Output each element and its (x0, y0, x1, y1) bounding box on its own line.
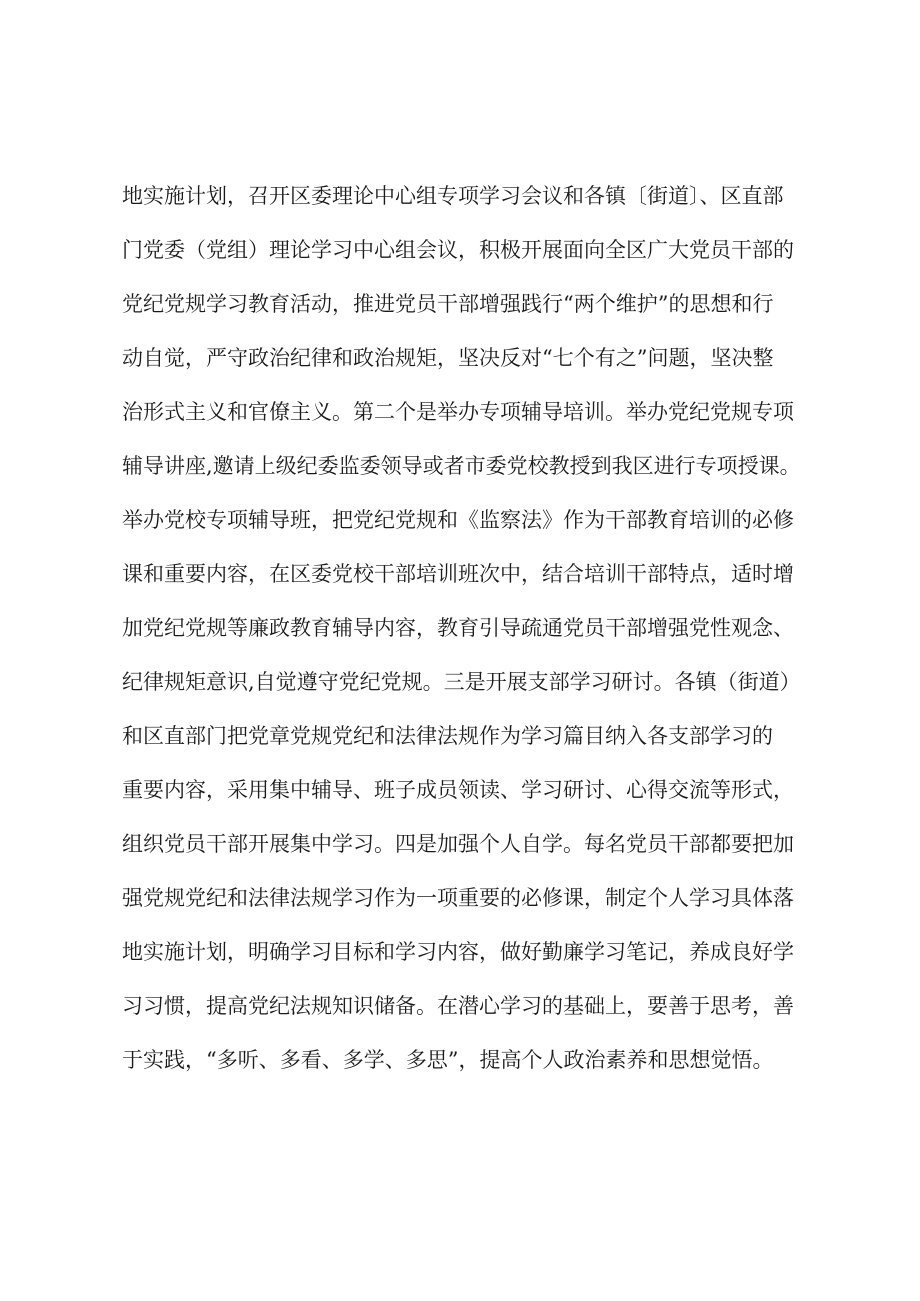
text-line-3: 党纪党规学习教育活动，推进党员干部增强践行“两个维护”的思想和行 (122, 292, 774, 316)
text-line-6: 辅导讲座,邀请上级纪委监委领导或者市委党校教授到我区进行专项授课。 (122, 454, 801, 478)
text-line-2: 门党委（党组）理论学习中心组会议，积极开展面向全区广大党员干部的 (122, 238, 794, 262)
text-line-4: 动自觉，严守政治纪律和政治规矩，坚决反对“七个有之”问题，坚决整 (122, 346, 774, 370)
text-line-16: 习习惯，提高党纪法规知识储备。在潜心学习的基础上，要善于思考，善 (122, 994, 794, 1018)
text-line-14: 强党规党纪和法律法规学习作为一项重要的必修课，制定个人学习具体落 (122, 886, 794, 910)
text-line-5: 治形式主义和官僚主义。第二个是举办专项辅导培训。举办党纪党规专项 (122, 400, 794, 424)
text-line-9: 加党纪党规等廉政教育辅导内容，教育引导疏通党员干部增强党性观念、 (122, 616, 794, 640)
text-line-13: 组织党员干部开展集中学习。四是加强个人自学。每名党员干部都要把加 (122, 832, 794, 856)
text-line-10: 纪律规矩意识,自觉遵守党纪党规。三是开展支部学习研讨。各镇（街道） (122, 670, 801, 694)
text-line-1: 地实施计划，召开区委理论中心组专项学习会议和各镇〔街道〕、区直部 (122, 184, 784, 208)
text-line-8: 课和重要内容，在区委党校干部培训班次中，结合培训干部特点，适时增 (122, 562, 794, 586)
text-line-15: 地实施计划，明确学习目标和学习内容，做好勤廉学习笔记，养成良好学 (122, 940, 794, 964)
text-line-17: 于实践，“多听、多看、多学、多思”，提高个人政治素养和思想觉悟。 (122, 1048, 774, 1072)
text-line-12: 重要内容，采用集中辅导、班子成员领读、学习研讨、心得交流等形式， (122, 778, 794, 802)
body-paragraph (122, 174, 812, 1092)
text-line-11: 和区直部门把党章党规党纪和法律法规作为学习篇目纳入各支部学习的 (122, 724, 773, 748)
text-line-7: 举办党校专项辅导班，把党纪党规和《监察法》作为干部教育培训的必修 (122, 508, 794, 532)
